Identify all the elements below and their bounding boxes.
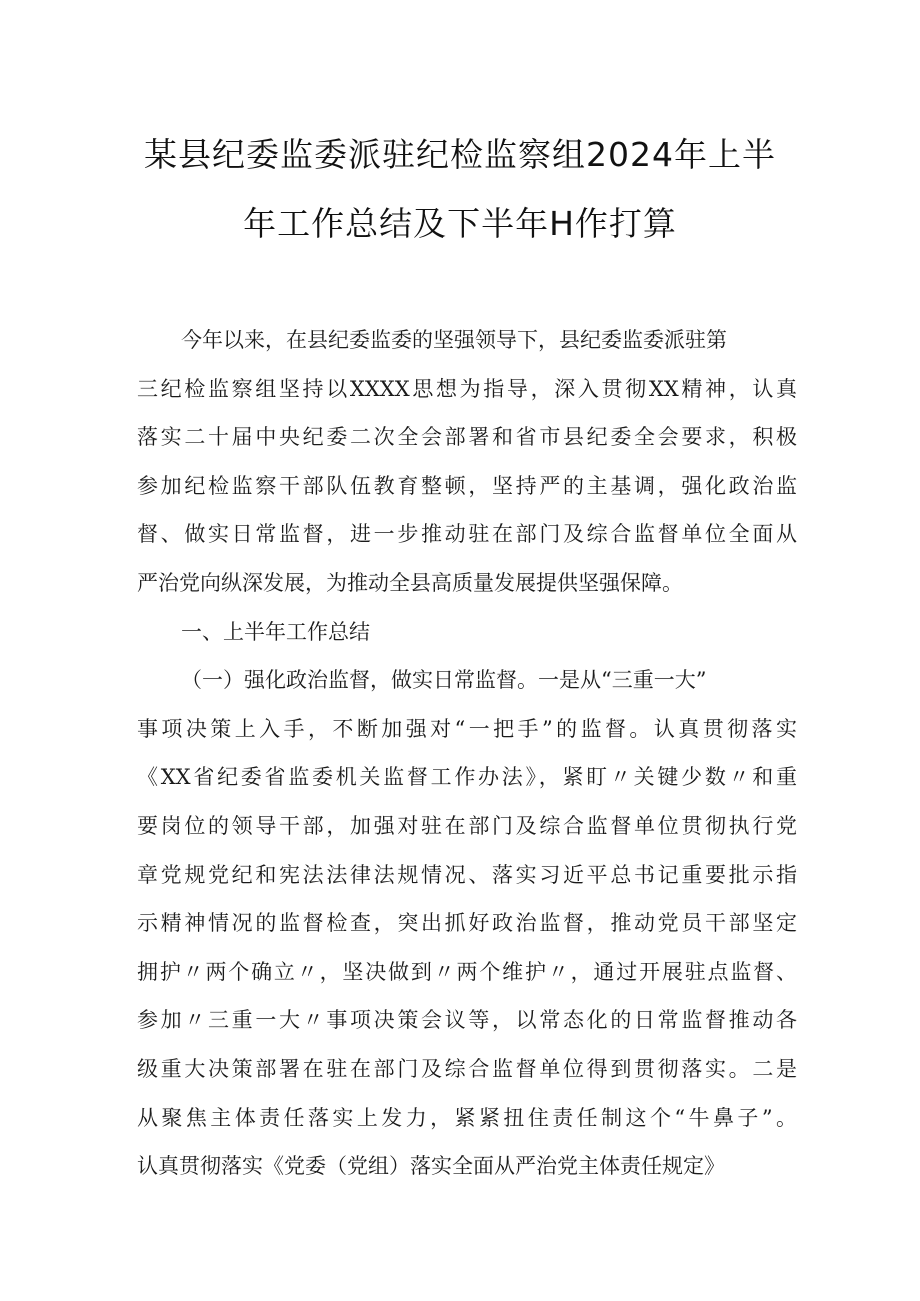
paragraph-line: 严治党向纵深发展，为推动全县高质量发展提供坚强保障。 (137, 570, 683, 595)
section-heading: 一、上半年工作总结 (181, 619, 370, 644)
paragraph-line: 参加纪检监察干部队伍教育整顿，坚持严的主基调，强化政治监 (137, 473, 797, 498)
document-title-line-1: 某县纪委监委派驻纪检监察组2024年上半 (144, 135, 776, 174)
paragraph-line: 参加〃三重一大〃事项决策会议等，以常态化的日常监督推动各 (137, 1008, 797, 1033)
paragraph-line: 《XX省纪委省监委机关监督工作办法》，紧盯〃关键少数〃和重 (137, 765, 797, 790)
paragraph-line: 督、做实日常监督，进一步推动驻在部门及综合监督单位全面从 (137, 522, 797, 547)
paragraph-line: 三纪检监察组坚持以XXXX思想为指导，深入贯彻XX精神，认真 (137, 376, 797, 401)
document-body (137, 316, 797, 1191)
paragraph-line: （一）强化政治监督，做实日常监督。一是从“三重一大” (181, 668, 707, 693)
paragraph-line: 从聚焦主体责任落实上发力，紧紧扭住责任制这个“牛鼻子”。 (137, 1105, 797, 1130)
paragraph-line: 今年以来，在县纪委监委的坚强领导下，县纪委监委派驻第 (181, 328, 727, 352)
paragraph-line: 拥护〃两个确立〃，坚决做到〃两个维护〃，通过开展驻点监督、 (137, 959, 797, 984)
paragraph-line: 事项决策上入手，不断加强对“一把手”的监督。认真贯彻落实 (137, 716, 797, 741)
paragraph-line: 章党规党纪和宪法法律法规情况、落实习近平总书记重要批示指 (137, 862, 797, 887)
paragraph-line: 级重大决策部署在驻在部门及综合监督单位得到贯彻落实。二是 (137, 1056, 797, 1081)
document-title-line-2: 年工作总结及下半年H作打算 (243, 204, 677, 243)
paragraph-line: 要岗位的领导干部，加强对驻在部门及综合监督单位贯彻执行党 (137, 813, 797, 838)
paragraph-line: 落实二十届中央纪委二次全会部署和省市县纪委全会要求，积极 (137, 425, 797, 450)
paragraph-line: 示精神情况的监督检查，突出抓好政治监督，推动党员干部坚定 (137, 911, 797, 936)
paragraph-line: 认真贯彻落实《党委（党组）落实全面从严治党主体责任规定》 (137, 1154, 725, 1179)
